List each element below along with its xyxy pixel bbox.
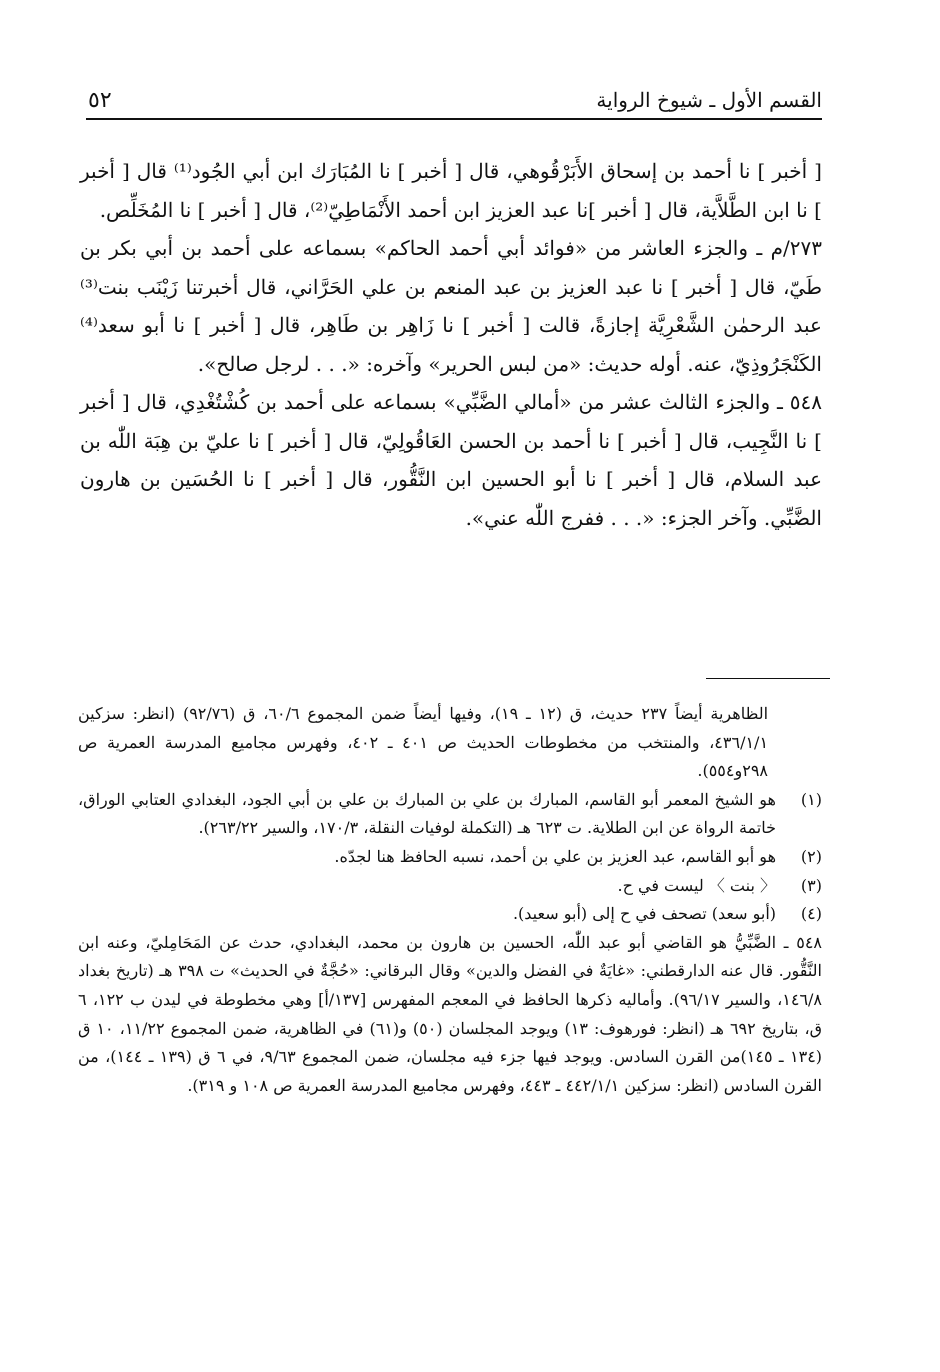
- footnote-number: (٤): [800, 904, 822, 924]
- footnote-text: هو أبو القاسم، عبد العزيز بن علي بن أحمد، نسبه الحافظ هنا لجدّه.: [334, 846, 776, 866]
- footnote-text: 〈 بنت 〉 ليست في ح.: [617, 875, 776, 895]
- paragraph-isnad-continuation: [ أخبر ] نا أحمد بن إسحاق الأَبَرْقُوهي، قال [ أخبر ] نا المُبَارَك ابن أبي الجُود⁽¹⁾ قال [ أخبر ] نا ابن الطَّلاَّية، قال [ أخبر ]نا عبد العزيز ابن أحمد الأَنْمَاطِيّ⁽²⁾، قال [ أخبر ] نا المُخَلِّص.: [80, 159, 822, 222]
- footnote-number: (٣): [800, 875, 822, 895]
- footnote-separator: [706, 678, 830, 679]
- paragraph-entry-548: ٥٤٨ ـ والجزء الثالث عشر من «أمالي الضَّبِّي» بسماعه على أحمد بن كُشْتُغْدِي، قال [ أخبر ] نا النَّجِيب، قال [ أخبر ] نا أحمد بن الحسن العَاقُولِيّ، قال [ أخبر ] نا عليّ بن هِبَة اللّٰه بن عبد السلام، قال [ أخبر ] نا أبو الحسين ابن النَّقُّور، قال [ أخبر ] نا الحُسَين بن هارون الضَّبِّي. وآخر الجزء: «. . . ففرج اللّٰه عني».: [80, 390, 822, 530]
- running-header: [88, 88, 822, 112]
- footnote-4: [78, 900, 822, 929]
- section-title: القسم الأول ـ شيوخ الرواية: [596, 88, 822, 112]
- footnote-text: هو الشيخ المعمر أبو القاسم، المبارك بن علي بن المبارك بن علي بن أبي الجود، البغدادي العتابي الوراق، خاتمة الرواة عن ابن الطلاية. ت ٦٢٣ هـ (التكملة لوفيات النقلة، ١٧٠/٣، والسير ٢٦٣/٢٢).: [78, 789, 776, 838]
- page-number: ٥٢: [88, 88, 112, 113]
- footnote-number: (١): [800, 789, 822, 809]
- footnote-548: ٥٤٨ ـ الضَّبِّيُّ هو القاضي أبو عبد اللّٰه، الحسين بن هارون بن محمد، البغدادي، حدث عن المَحَامِليّ، وعنه ابن النَّقُّور. قال عنه الدارقطني: «غايَةٌ في الفضل والدين» وقال البرقاني: «حُجَّةٌ في الحديث» ت ٣٩٨ هـ (تاريخ بغداد ١٤٦/٨، والسير ٩٦/١٧). وأماليه ذكرها الحافظ في المعجم المفهرس [١٣٧/أ] وهي مخطوطة في ليدن ب ١٢٢، ٦ ق، بتاريخ ٦٩٢ هـ (انظر: فورهوف: ١٣) ويوجد المجلسان (٥٠) و(٦١) في الظاهرية، ضمن المجموع ١١/٢٢، ١٠ ق (١٣٤ ـ ١٤٥)من القرن السادس. ويوجد فيها جزء فيه مجلسان، ضمن المجموع ٩/٦٣، في ٦ ق (١٣٩ ـ ١٤٤)، من القرن السادس (انظر: سزكين ٤٤٢/١/١ ـ ٤٤٣، وفهرس مجاميع المدرسة العمرية ص ١٠٨ و ٣١٩).: [78, 932, 823, 1095]
- footnote-2: [78, 843, 822, 872]
- footnote-1: [78, 786, 822, 843]
- main-text: [80, 152, 822, 537]
- footnote-3: [78, 872, 822, 901]
- footnote-number: (٢): [800, 846, 822, 866]
- header-rule: [86, 118, 822, 120]
- footnote-text: (أبو سعد) تصحف في ح إلى (أبو سعيد).: [512, 904, 776, 924]
- footnotes: [78, 700, 822, 1100]
- paragraph-entry-273m: ٢٧٣/م ـ والجزء العاشر من «فوائد أبي أحمد الحاكم» بسماعه على أحمد بن أبي بكر بن طَيّ، قال [ أخبر ] نا عبد العزيز بن عبد المنعم بن علي الحَرَّاني، قال أخبرتنا زَيْنَب بنت⁽³⁾ عبد الرحمٰن الشَّعْرِيَّة إجازةً، قالت [ أخبر ] نا زَاهِر بن طَاهِر، قال [ أخبر ] نا أبو سعد⁽⁴⁾ الكَنْجَرُوذِيّ، عنه. أوله حديث: «من لبس الحرير» وآخره: «. . . لرجل صالح».: [80, 236, 822, 376]
- footnote-continuation: الظاهرية أيضاً ٢٣٧ حديث، ق (١٢ ـ ١٩)، وفيها أيضاً ضمن المجموع ٦٠/٦، ق (٩٢/٧٦) (انظر: سزكين ٤٣٦/١/١، والمنتخب من مخطوطات الحديث ص ٤٠١ ـ ٤٠٢، وفهرس مجاميع المدرسة العمرية ص ٢٩٨و٥٥٤).: [78, 704, 769, 781]
